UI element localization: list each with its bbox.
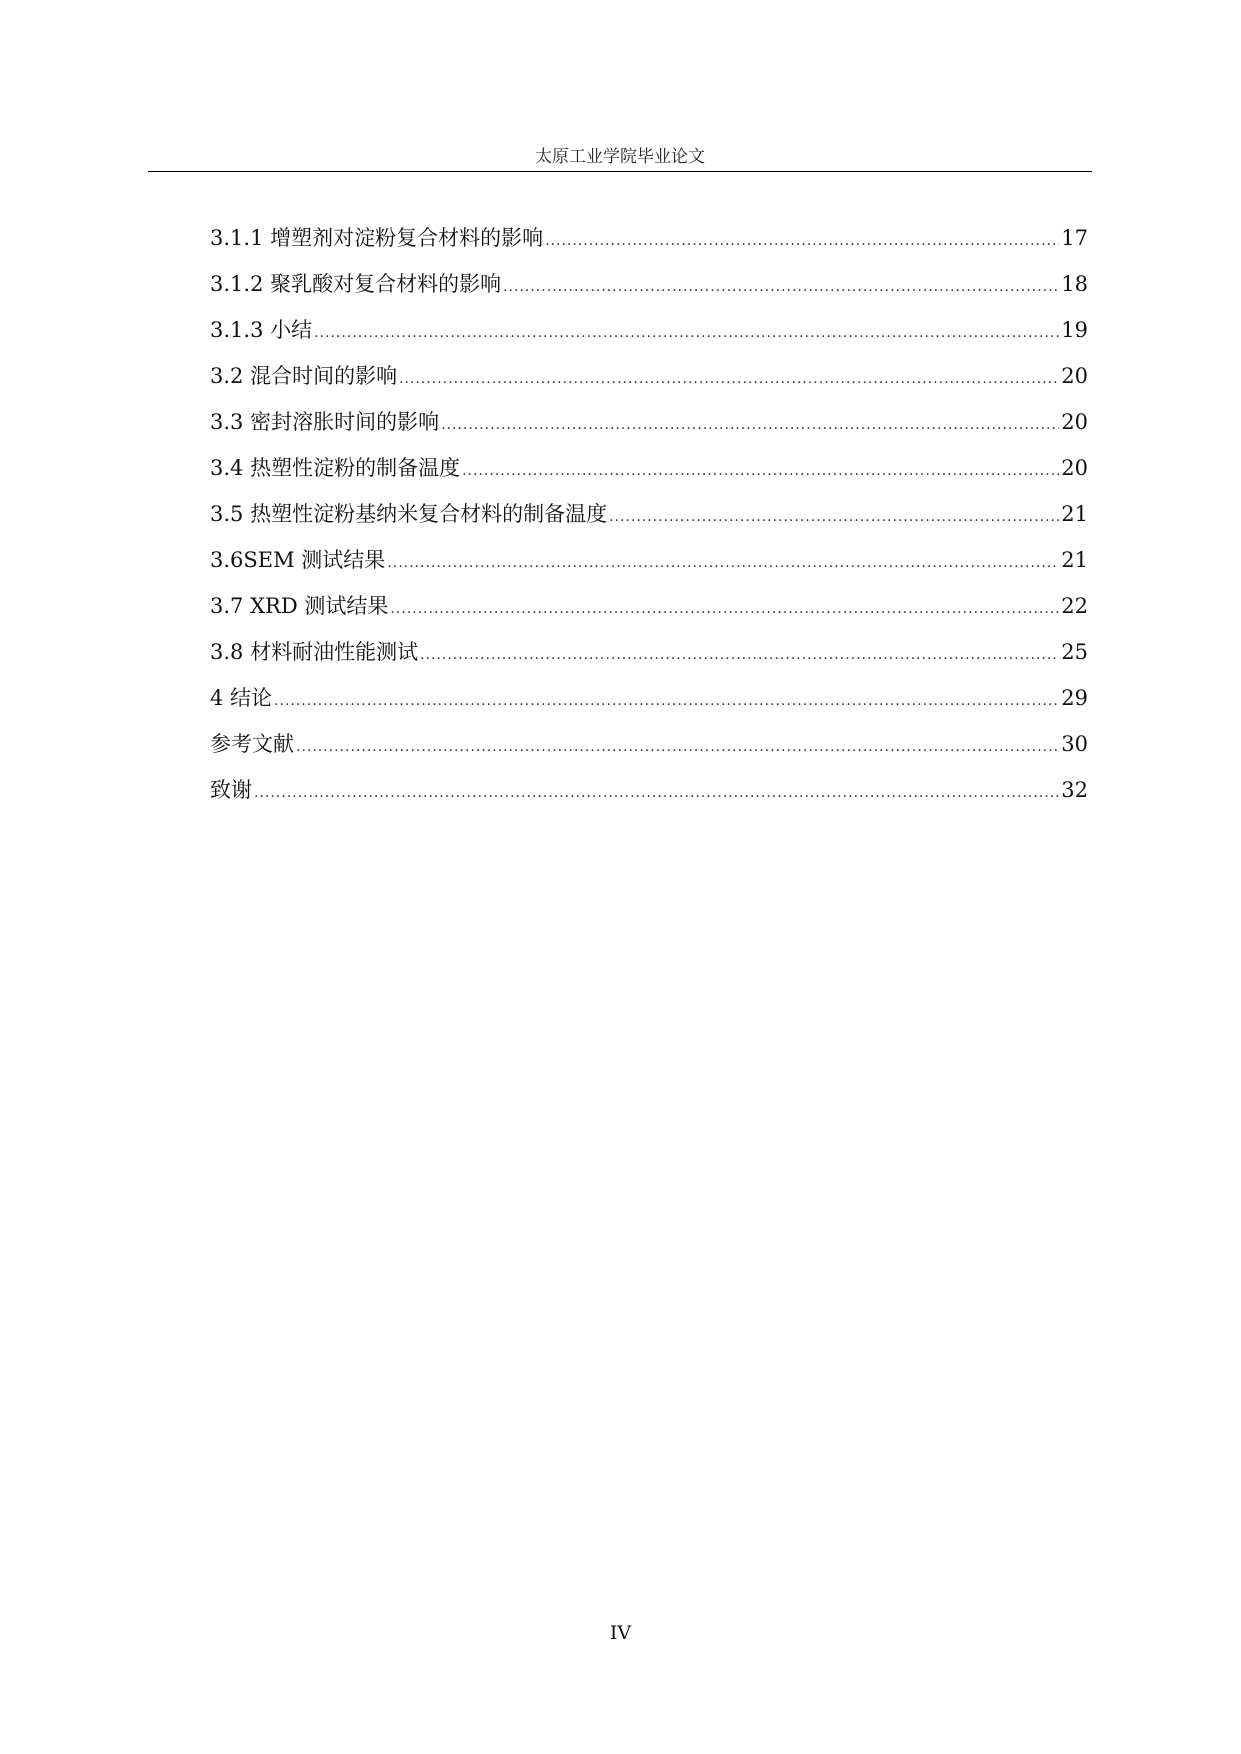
- header-divider: [148, 171, 1092, 172]
- toc-entry[interactable]: [210, 583, 1088, 629]
- toc-entry-page: 19: [1061, 318, 1088, 342]
- toc-entry-title: 3.3 密封溶胀时间的影响: [210, 410, 440, 434]
- toc-entry-page: 17: [1061, 226, 1088, 250]
- dot-leader: [390, 586, 1059, 632]
- toc-entry-title: 3.7 XRD 测试结果: [210, 594, 389, 618]
- toc-entry[interactable]: [210, 721, 1088, 767]
- dot-leader: [609, 494, 1059, 540]
- toc-entry[interactable]: [210, 353, 1088, 399]
- toc-entry-page: 30: [1061, 732, 1088, 756]
- toc-entry-page: 20: [1061, 364, 1088, 388]
- dot-leader: [545, 218, 1059, 264]
- toc-entry-page: 20: [1061, 410, 1088, 434]
- toc-entry-title: 3.4 热塑性淀粉的制备温度: [210, 456, 461, 480]
- toc-entry-title: 3.2 混合时间的影响: [210, 364, 398, 388]
- toc-entry-page: 29: [1061, 686, 1088, 710]
- toc-entry-title: 3.6SEM 测试结果: [210, 548, 386, 572]
- toc-entry[interactable]: [210, 537, 1088, 583]
- toc-entry-page: 20: [1061, 456, 1088, 480]
- toc-entry[interactable]: [210, 445, 1088, 491]
- toc-entry-page: 22: [1061, 594, 1088, 618]
- toc-entry[interactable]: [210, 767, 1088, 813]
- table-of-contents: [210, 215, 1088, 813]
- toc-entry-title: 4 结论: [210, 686, 273, 710]
- toc-entry-title: 3.5 热塑性淀粉基纳米复合材料的制备温度: [210, 502, 608, 526]
- dot-leader: [296, 724, 1059, 770]
- dot-leader: [420, 632, 1059, 678]
- toc-entry-page: 25: [1061, 640, 1088, 664]
- dot-leader: [314, 310, 1059, 356]
- page-number: IV: [609, 1622, 632, 1644]
- page-header: 太原工业学院毕业论文: [535, 147, 705, 167]
- dot-leader: [462, 448, 1059, 494]
- toc-entry[interactable]: [210, 629, 1088, 675]
- toc-entry[interactable]: [210, 399, 1088, 445]
- toc-entry-page: 21: [1061, 502, 1088, 526]
- dot-leader: [441, 402, 1059, 448]
- toc-entry[interactable]: [210, 261, 1088, 307]
- dot-leader: [254, 770, 1059, 816]
- dot-leader: [503, 264, 1059, 310]
- toc-entry-page: 21: [1061, 548, 1088, 572]
- toc-entry[interactable]: [210, 307, 1088, 353]
- toc-entry-page: 18: [1061, 272, 1088, 296]
- toc-entry-page: 32: [1061, 778, 1088, 802]
- toc-entry-title: 致谢: [210, 778, 252, 802]
- toc-entry-title: 3.1.2 聚乳酸对复合材料的影响: [210, 272, 502, 296]
- toc-entry-title: 3.8 材料耐油性能测试: [210, 640, 419, 664]
- dot-leader: [399, 356, 1059, 402]
- toc-entry[interactable]: [210, 215, 1088, 261]
- toc-entry-title: 参考文献: [210, 732, 294, 756]
- toc-entry-title: 3.1.1 增塑剂对淀粉复合材料的影响: [210, 226, 544, 250]
- toc-entry-title: 3.1.3 小结: [210, 318, 313, 342]
- toc-entry[interactable]: [210, 675, 1088, 721]
- dot-leader: [274, 678, 1059, 724]
- dot-leader: [387, 540, 1059, 586]
- toc-entry[interactable]: [210, 491, 1088, 537]
